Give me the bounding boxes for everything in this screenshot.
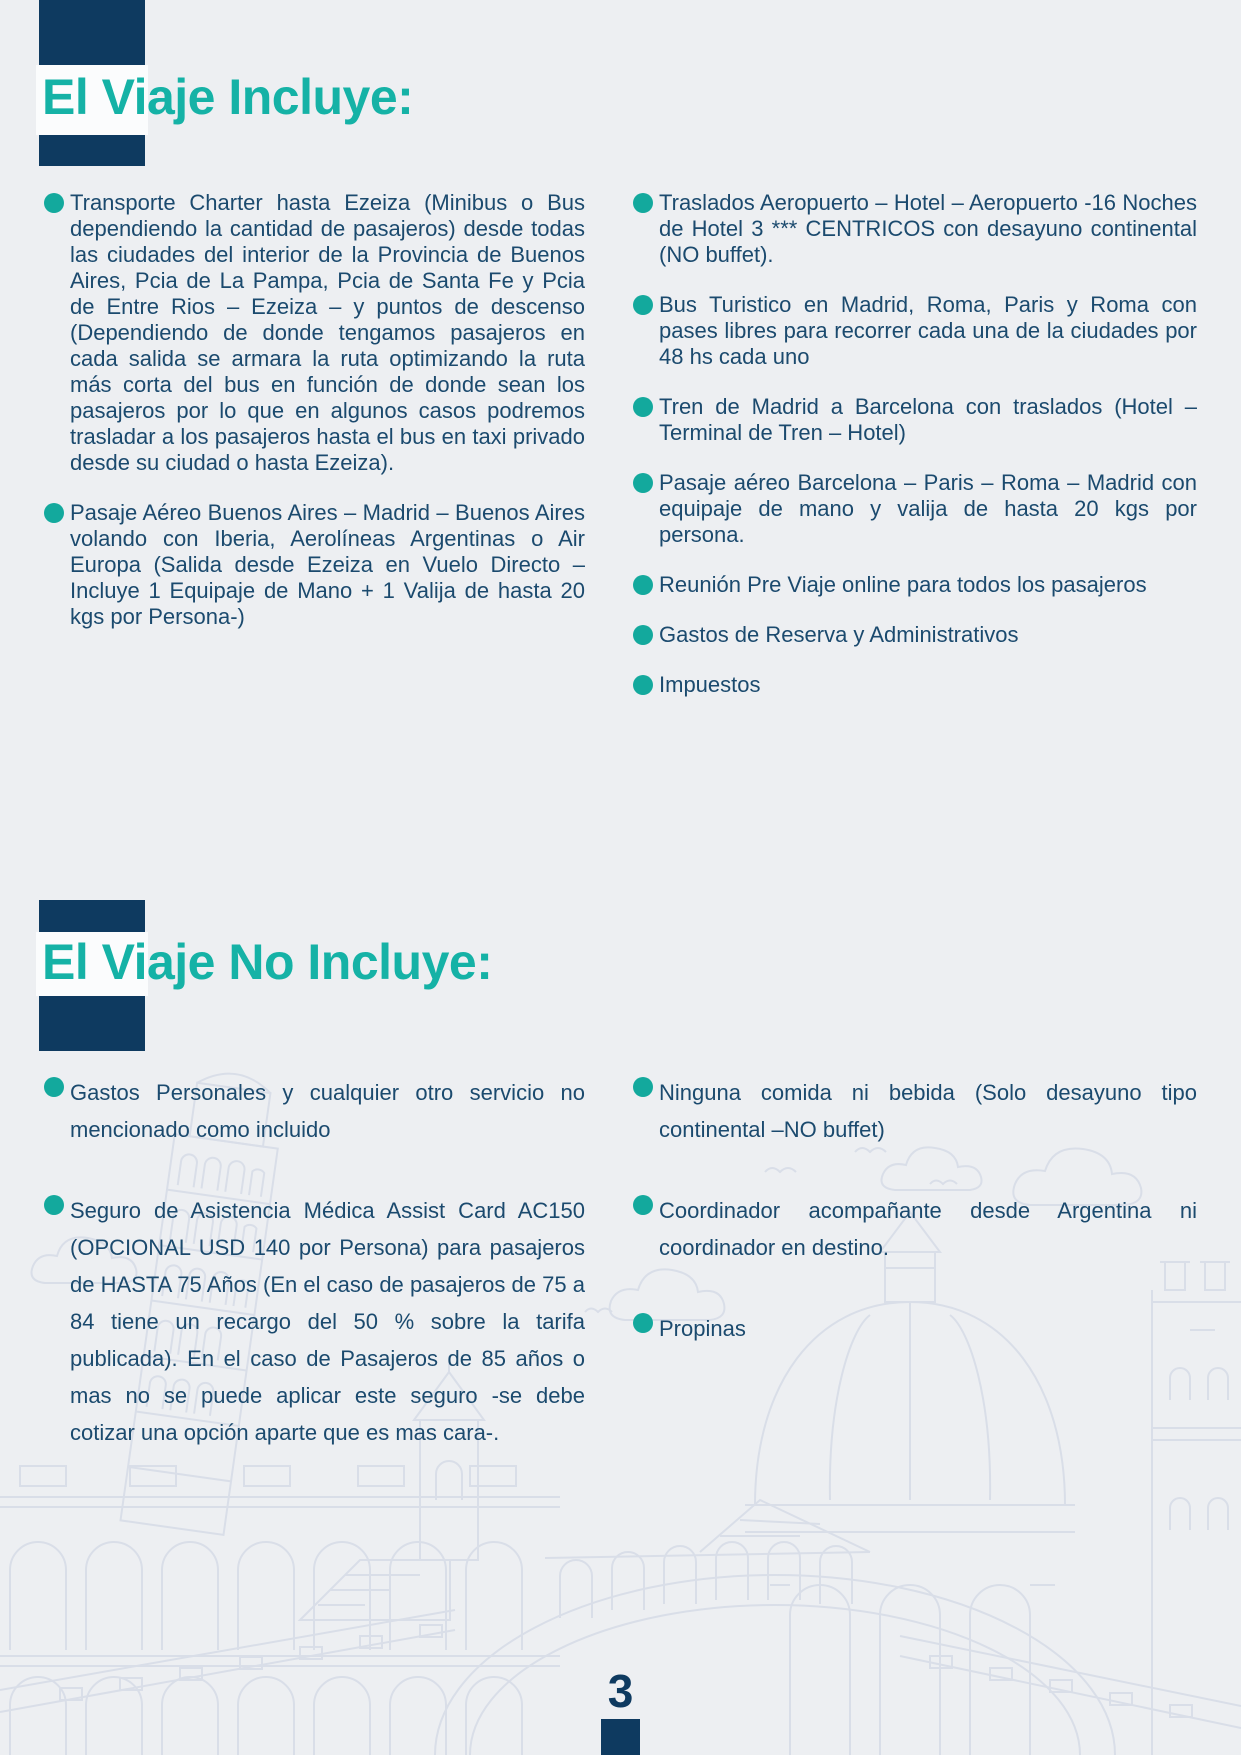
list-item-text: Pasaje Aéreo Buenos Aires – Madrid – Buenos Aires volando con Iberia, Aerolíneas Argentinas o Air Europa (Salida desde Ezeiza en Vuelo Directo – Incluye 1 Equipaje de Mano + 1 Valija de hasta 20 kgs por Persona-) — [70, 500, 585, 629]
list-item — [44, 190, 585, 476]
bullet-icon — [44, 503, 64, 523]
section-title-incluye: El Viaje Incluye: — [42, 69, 414, 125]
list-item — [633, 292, 1197, 370]
bullet-icon — [633, 473, 653, 493]
bullet-icon — [633, 193, 653, 213]
list-item-text: Reunión Pre Viaje online para todos los pasajeros — [659, 572, 1147, 597]
footer-accent-block — [601, 1719, 640, 1755]
list-item-text: Bus Turistico en Madrid, Roma, Paris y Roma con pases libres para recorrer cada una de la ciudades por 48 hs cada uno — [659, 292, 1197, 369]
bullet-icon — [633, 675, 653, 695]
incluye-columns — [0, 190, 1241, 722]
no-incluye-column-left — [44, 1074, 585, 1495]
list-item — [633, 190, 1197, 268]
list-item — [44, 1192, 585, 1451]
bullet-icon — [44, 1077, 64, 1097]
list-item-text: Traslados Aeropuerto – Hotel – Aeropuerto -16 Noches de Hotel 3 *** CENTRICOS con desayuno continental (NO buffet). — [659, 190, 1197, 267]
bullet-icon — [633, 575, 653, 595]
list-item-text: Tren de Madrid a Barcelona con traslados (Hotel – Terminal de Tren – Hotel) — [659, 394, 1197, 445]
list-item — [633, 1310, 1197, 1347]
bullet-icon — [633, 397, 653, 417]
list-item — [633, 1192, 1197, 1266]
list-item-text: Impuestos — [659, 672, 761, 697]
list-item — [633, 672, 1197, 698]
bullet-icon — [633, 1313, 653, 1333]
bullet-icon — [633, 1195, 653, 1215]
bullet-icon — [633, 1077, 653, 1097]
list-item-text: Coordinador acompañante desde Argentina ni coordinador en destino. — [659, 1198, 1197, 1260]
list-item — [44, 1074, 585, 1148]
page-number: 3 — [607, 1665, 634, 1717]
list-item-text: Ninguna comida ni bebida (Solo desayuno tipo continental –NO buffet) — [659, 1080, 1197, 1142]
section-header-incluye — [0, 0, 1241, 166]
no-incluye-column-right — [633, 1074, 1197, 1495]
bullet-icon — [633, 625, 653, 645]
list-item-text: Transporte Charter hasta Ezeiza (Minibus o Bus dependiendo la cantidad de pasajeros) desde todas las ciudades del interior de la Provincia de Buenos Aires, Pcia de La Pampa, Pcia de Santa Fe y Pcia de Entre Rios – Ezeiza – y puntos de descenso (Dependiendo de donde tengamos pasajeros en cada salida se armara la ruta optimizando la ruta más corta del bus en función de donde sean los pasajeros por lo que en algunos casos podremos trasladar a los pasajeros hasta el bus en taxi privado desde su ciudad o hasta Ezeiza). — [70, 190, 585, 475]
incluye-column-right — [633, 190, 1197, 722]
list-item — [633, 470, 1197, 548]
bullet-icon — [44, 193, 64, 213]
list-item-text: Pasaje aéreo Barcelona – Paris – Roma – Madrid con equipaje de mano y valija de hasta 20 kgs por persona. — [659, 470, 1197, 547]
list-item — [633, 622, 1197, 648]
bullet-icon — [633, 295, 653, 315]
section-header-no-incluye — [0, 900, 1241, 1051]
incluye-column-left — [44, 190, 585, 722]
list-item — [633, 394, 1197, 446]
section-title-no-incluye: El Viaje No Incluye: — [42, 934, 493, 990]
list-item — [633, 1074, 1197, 1148]
list-item-text: Gastos Personales y cualquier otro servicio no mencionado como incluido — [70, 1080, 585, 1142]
list-item-text: Seguro de Asistencia Médica Assist Card AC150 (OPCIONAL USD 140 por Persona) para pasajeros de HASTA 75 Años (En el caso de pasajeros de 75 a 84 tiene un recargo del 50 % sobre la tarifa publicada). En el caso de Pasajeros de 85 años o mas no se puede aplicar este seguro -se debe cotizar una opción aparte que es mas cara-. — [70, 1198, 585, 1445]
list-item — [44, 500, 585, 630]
list-item — [633, 572, 1197, 598]
bullet-icon — [44, 1195, 64, 1215]
list-item-text: Propinas — [659, 1316, 746, 1341]
list-item-text: Gastos de Reserva y Administrativos — [659, 622, 1019, 647]
no-incluye-columns — [0, 1074, 1241, 1495]
